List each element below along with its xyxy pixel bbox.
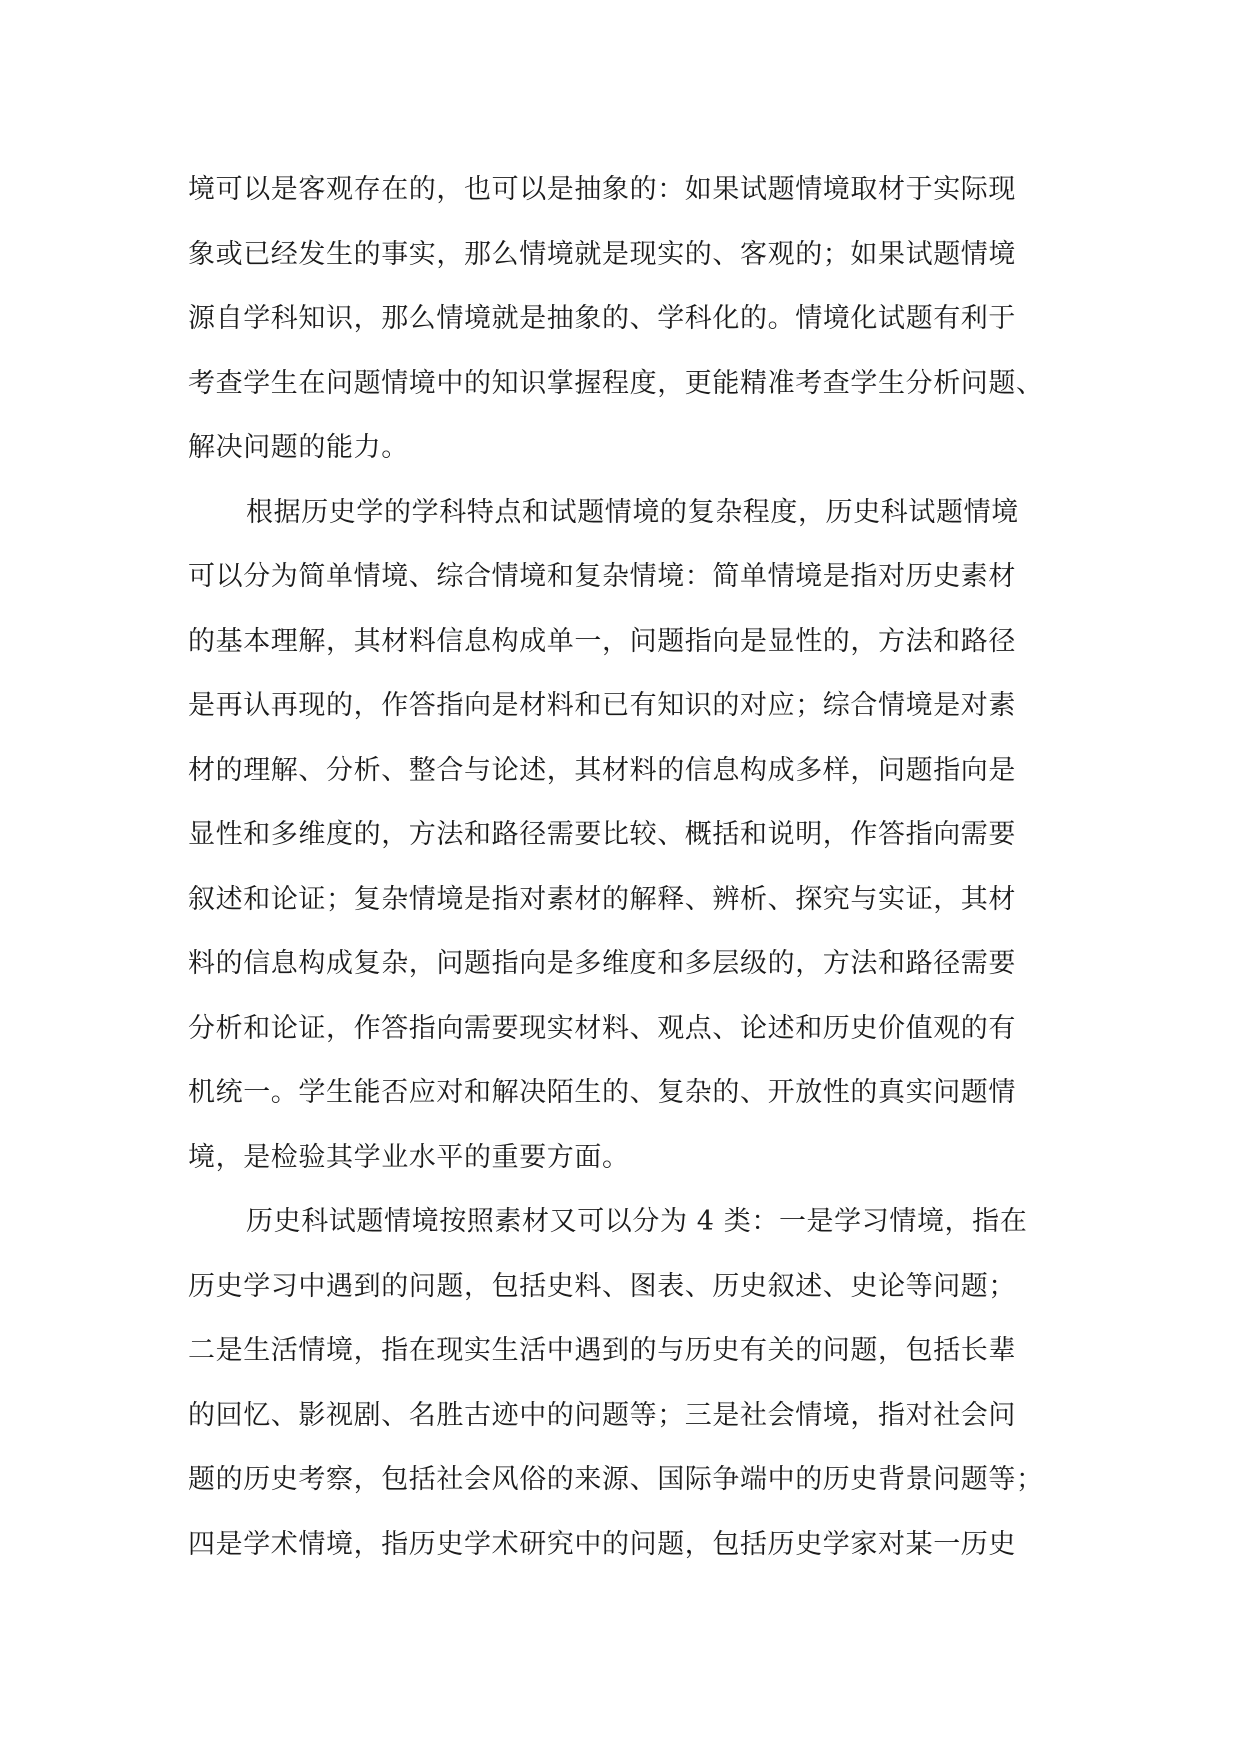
text-line: 显性和多维度的，方法和路径需要比较、概括和说明，作答指向需要	[188, 819, 1016, 850]
text-line: 四是学术情境，指历史学术研究中的问题，包括历史学家对某一历史	[188, 1528, 1016, 1560]
text-line: 的基本理解，其材料信息构成单一，问题指向是显性的，方法和路径	[188, 625, 1016, 657]
text-line: 题的历史考察，包括社会风俗的来源、国际争端中的历史背景问题等；	[188, 1464, 1044, 1495]
text-line: 叙述和论证；复杂情境是指对素材的解释、辨析、探究与实证，其材	[188, 883, 1016, 915]
text-line: 境可以是客观存在的，也可以是抽象的：如果试题情境取材于实际现	[188, 174, 1016, 205]
text-line: 机统一。学生能否应对和解决陌生的、复杂的、开放性的真实问题情	[188, 1077, 1016, 1108]
paragraph-2	[188, 481, 1068, 1191]
text-line: 可以分为简单情境、综合情境和复杂情境：简单情境是指对历史素材	[188, 561, 1016, 592]
text-line: 源自学科知识，那么情境就是抽象的、学科化的。情境化试题有利于	[188, 303, 1016, 334]
text-line: 分析和论证，作答指向需要现实材料、观点、论述和历史价值观的有	[188, 1012, 1016, 1044]
text-line: 境，是检验其学业水平的重要方面。	[188, 1141, 630, 1173]
text-line: 历史学习中遇到的问题，包括史料、图表、历史叙述、史论等问题；	[188, 1270, 1016, 1302]
body-text	[188, 158, 1068, 1577]
text-line: 的回忆、影视剧、名胜古迹中的问题等；三是社会情境，指对社会问	[188, 1399, 1016, 1431]
text-line: 象或已经发生的事实，那么情境就是现实的、客观的；如果试题情境	[188, 238, 1016, 270]
text-line: 根据历史学的学科特点和试题情境的复杂程度，历史科试题情境	[246, 496, 1019, 528]
text-line: 二是生活情境，指在现实生活中遇到的与历史有关的问题，包括长辈	[188, 1335, 1016, 1366]
text-line: 解决问题的能力。	[188, 432, 409, 463]
text-line: 是再认再现的，作答指向是材料和已有知识的对应；综合情境是对素	[188, 690, 1016, 721]
paragraph-3	[188, 1190, 1068, 1577]
paragraph-1	[188, 158, 1068, 481]
text-line: 材的理解、分析、整合与论述，其材料的信息构成多样，问题指向是	[188, 754, 1016, 786]
text-line: 料的信息构成复杂，问题指向是多维度和多层级的，方法和路径需要	[188, 948, 1016, 979]
text-line: 历史科试题情境按照素材又可以分为 4 类：一是学习情境，指在	[246, 1206, 1028, 1237]
text-line: 考查学生在问题情境中的知识掌握程度，更能精准考查学生分析问题、	[188, 367, 1044, 399]
